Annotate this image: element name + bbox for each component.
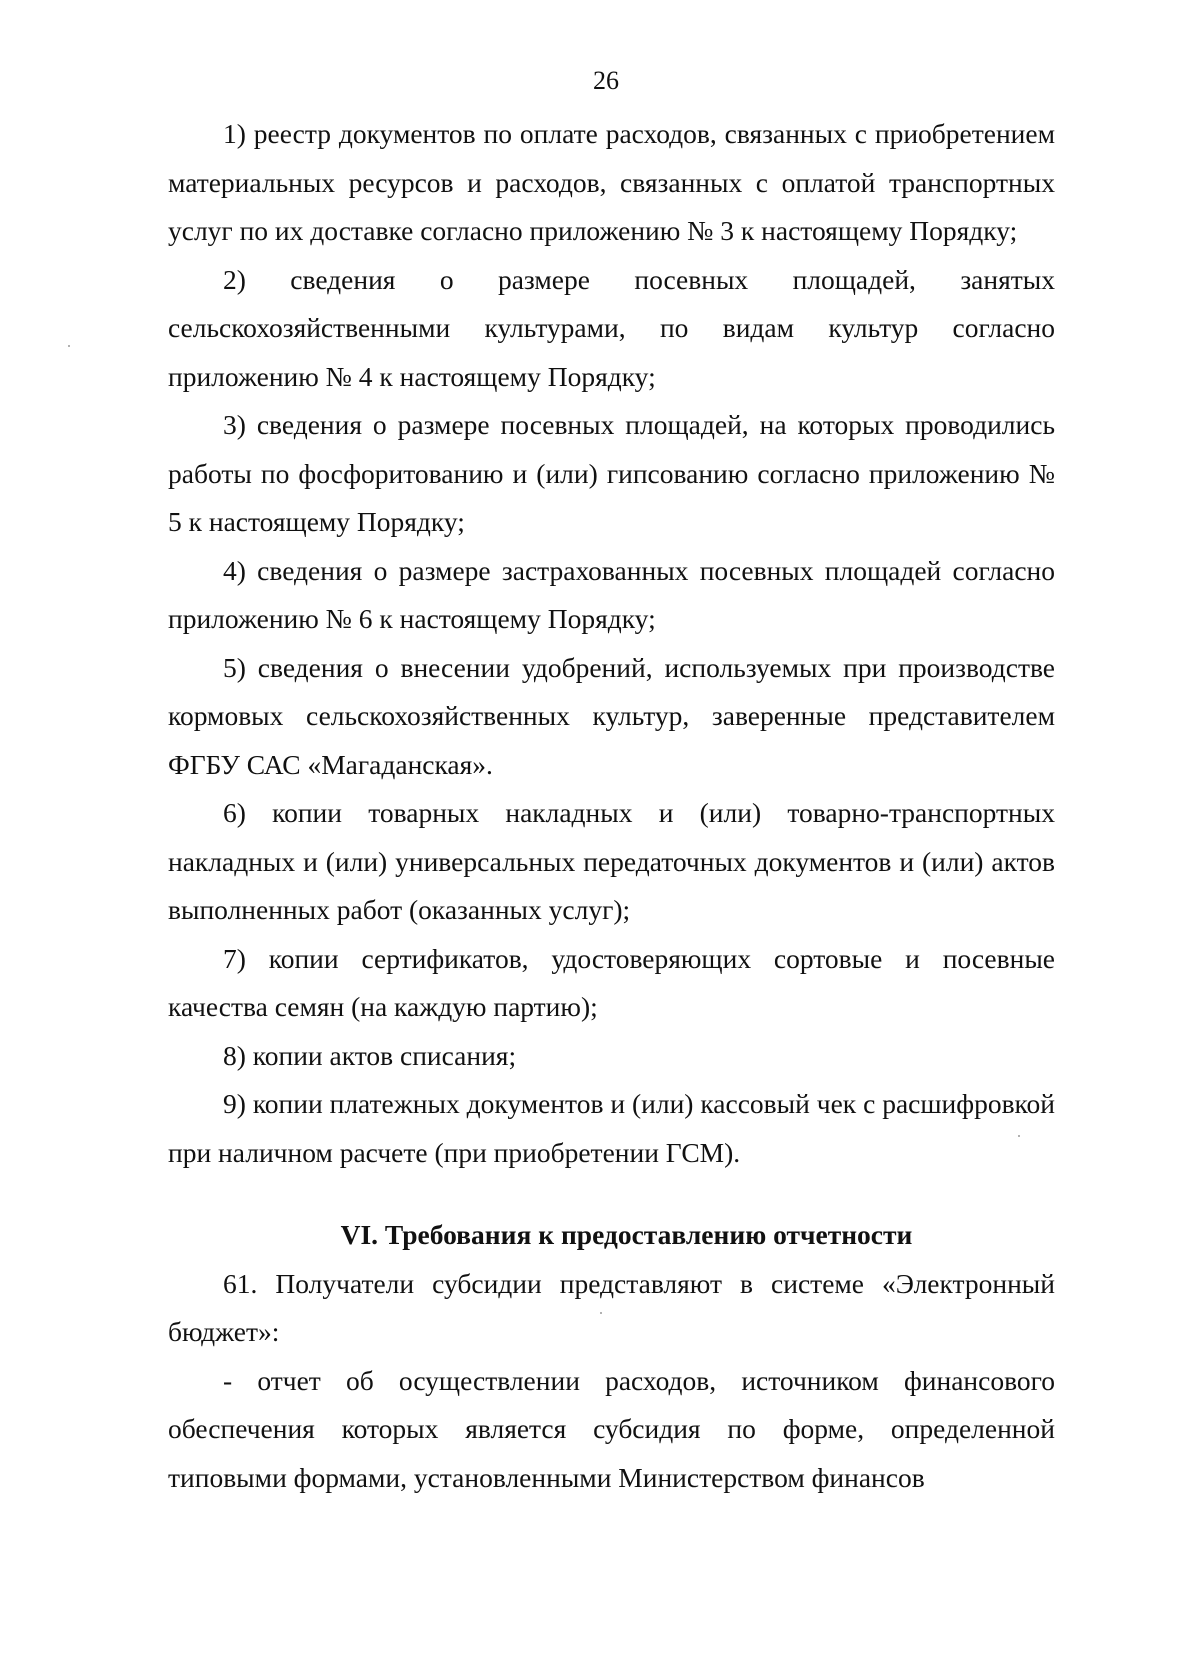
section-heading: VI. Требования к предоставлению отчетности — [340, 1219, 913, 1250]
section-paragraph-61: 61. Получатели субсидии представляют в системе «Электронный бюджет»: — [168, 1267, 1055, 1347]
document-body — [168, 110, 1055, 1502]
list-item-7: 7) копии сертификатов, удостоверяющих сортовые и посевные качества семян (на каждую партию); — [168, 942, 1055, 1022]
list-item-4: 4) сведения о размере застрахованных посевных площадей согласно приложению № 6 к настоящему Порядку; — [168, 554, 1055, 634]
list-item-6: 6) копии товарных накладных и (или) товарно-транспортных накладных и (или) универсальных передаточных документов и (или) актов выполненных работ (оказанных услуг); — [168, 797, 1055, 925]
scan-speck — [600, 1312, 602, 1314]
list-item-2: 2) сведения о размере посевных площадей, занятых сельскохозяйственными культурами, по видам культур согласно приложению № 4 к настоящему Порядку; — [168, 263, 1055, 392]
list-item-1: 1) реестр документов по оплате расходов, связанных с приобретением материальных ресурсов и расходов, связанных с оплатой транспортных услуг по их доставке согласно приложению № 3 к настоящему Порядку; — [168, 118, 1055, 246]
list-item-3: 3) сведения о размере посевных площадей, на которых проводились работы по фосфоритованию и (или) гипсованию согласно приложению № 5 к настоящему Порядку; — [168, 409, 1055, 537]
scan-speck — [68, 345, 70, 347]
list-item-8: 8) копии актов списания; — [223, 1039, 517, 1071]
list-item-5: 5) сведения о внесении удобрений, используемых при производстве кормовых сельскохозяйственных культур, заверенные представителем ФГБУ САС «Магаданская». — [168, 651, 1055, 780]
section-paragraph-report: - отчет об осуществлении расходов, источником финансового обеспечения которых является субсидия по форме, определенной типовыми формами, установленными Министерством финансов — [168, 1364, 1055, 1493]
scan-speck — [1018, 1135, 1020, 1137]
list-item-9: 9) копии платежных документов и (или) кассовый чек с расшифровкой при наличном расчете (при приобретении ГСМ). — [168, 1088, 1055, 1168]
page-number: 26 — [593, 66, 619, 95]
